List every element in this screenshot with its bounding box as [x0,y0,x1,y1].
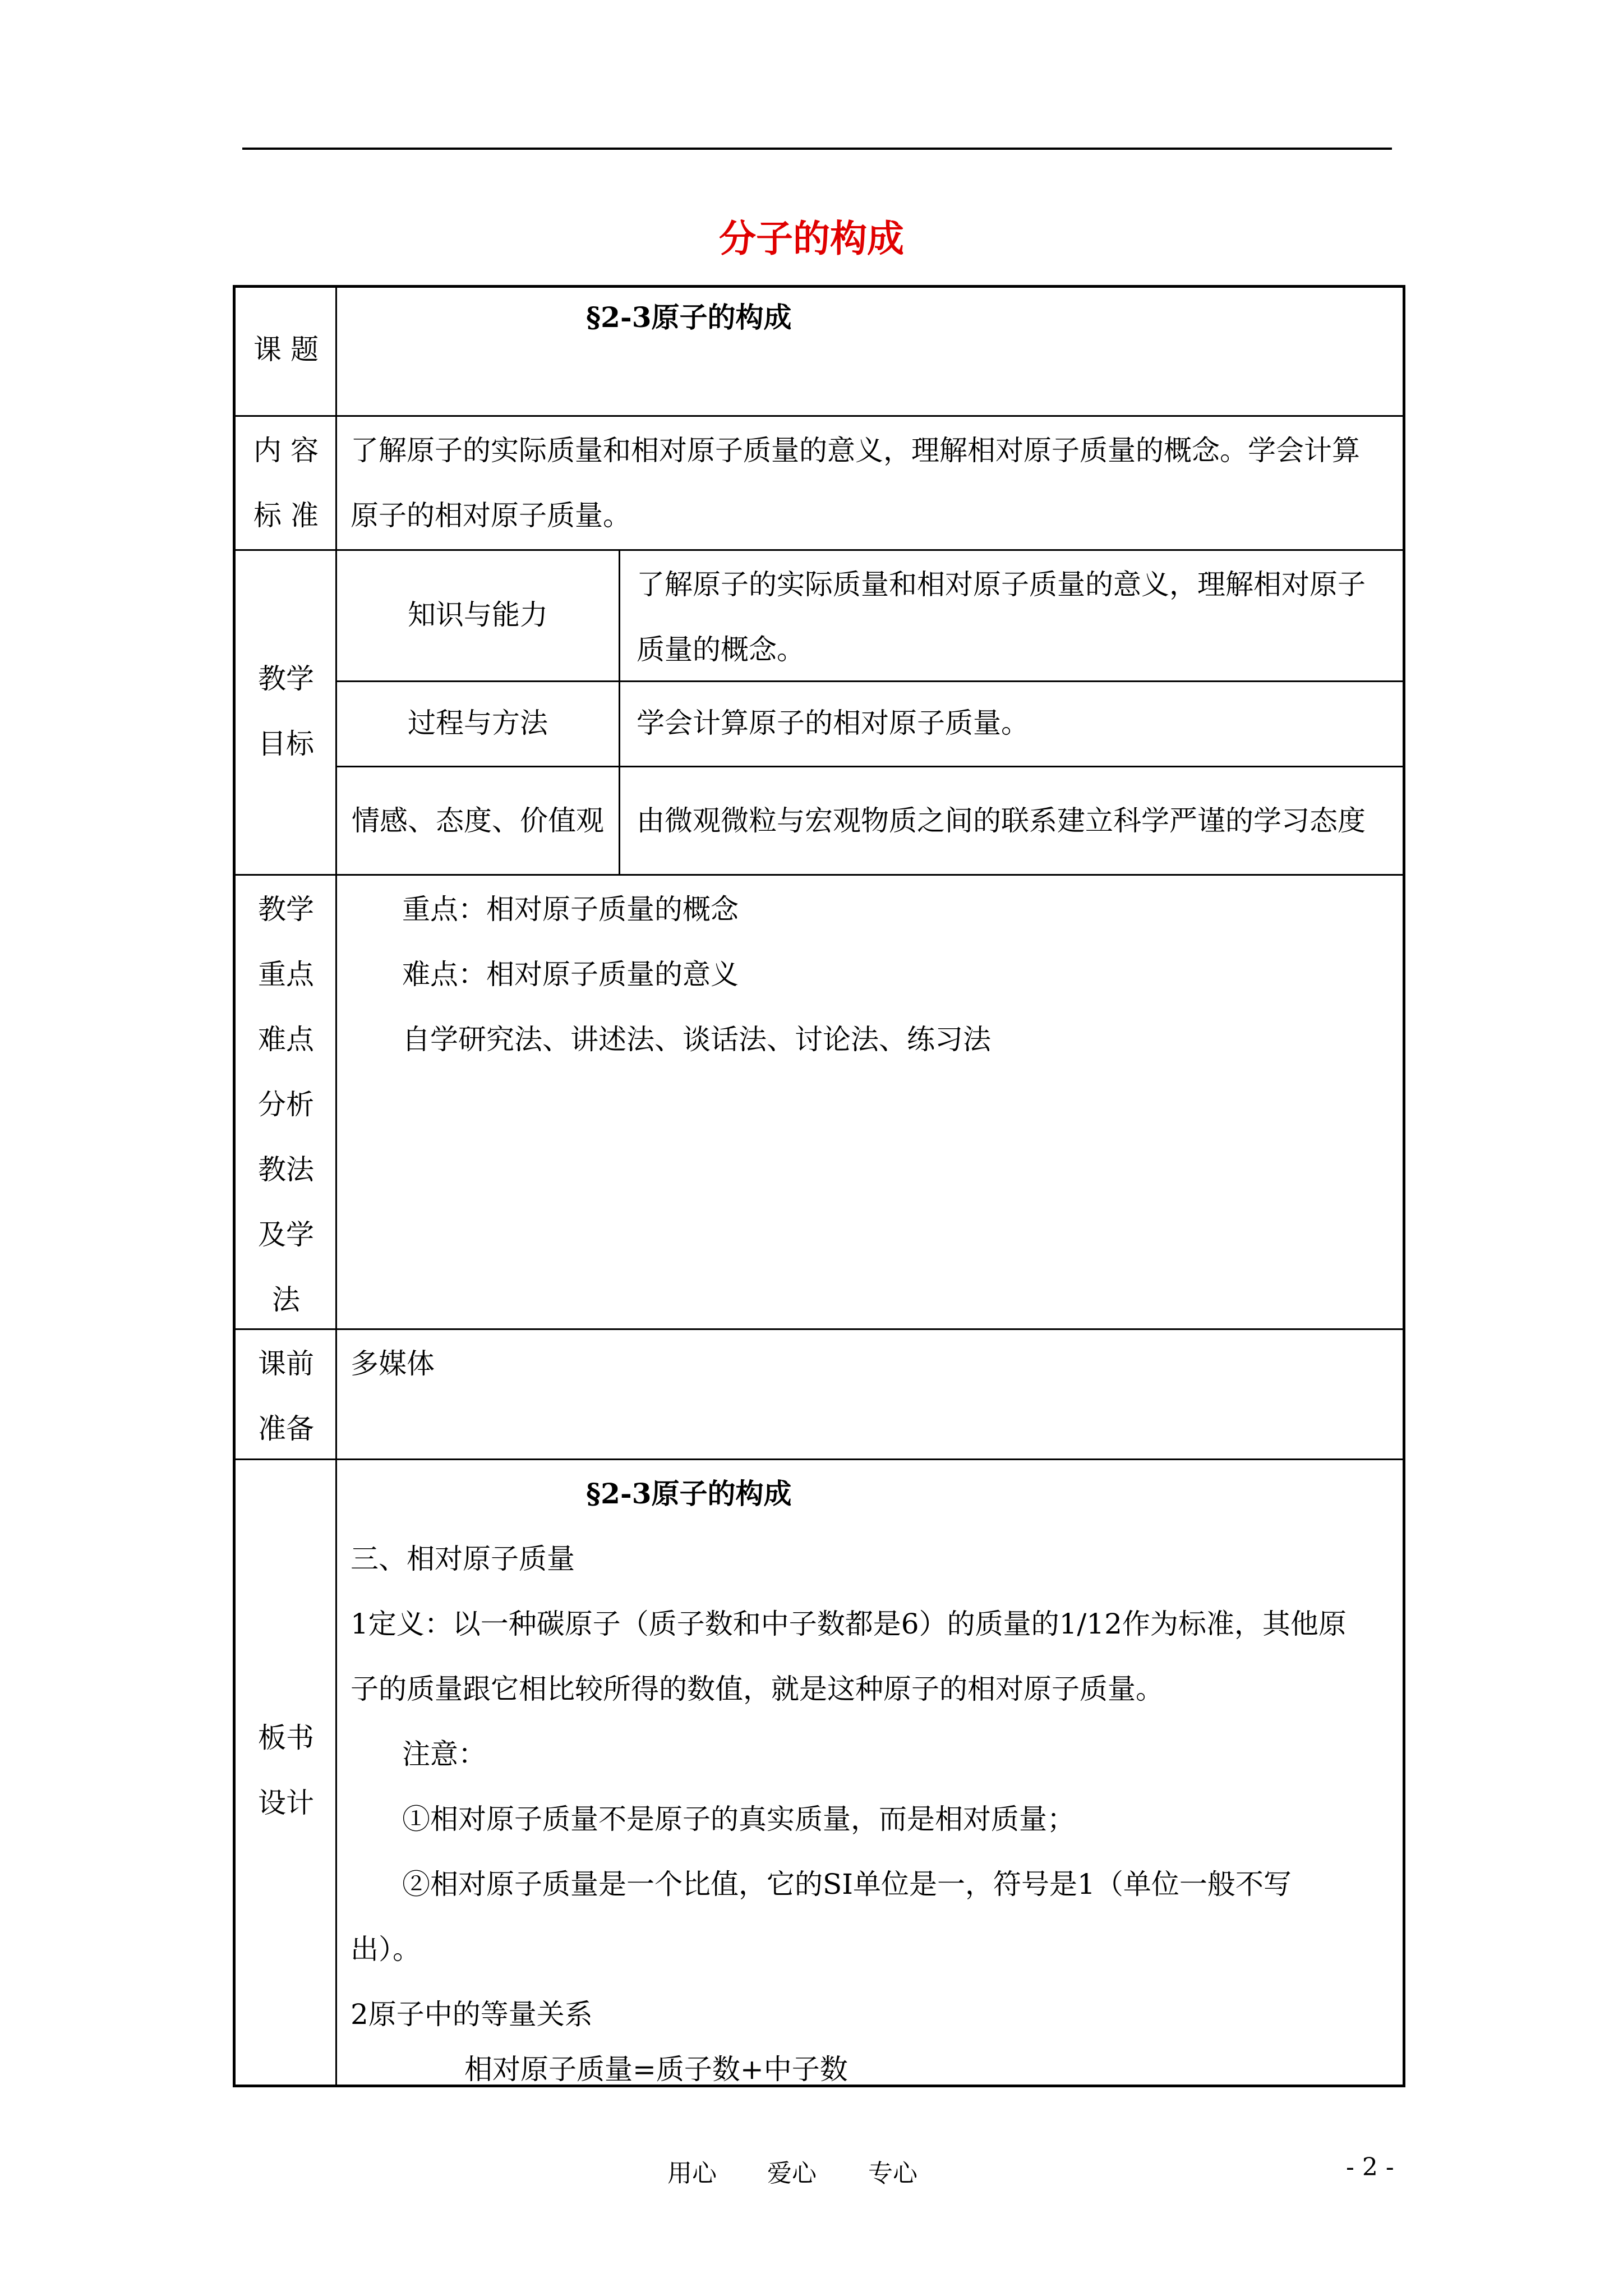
analysis-label-char: 法 [272,1283,300,1316]
board-heading: §2-3原子的构成 [586,1477,792,1510]
note-item-continued: 出）。 [351,1933,421,1966]
board-design-label-line1: 板书 [258,1722,314,1754]
analysis-label-char: 分析 [258,1088,314,1121]
preparation-value: 多媒体 [351,1347,435,1380]
preparation-label-line2: 准备 [258,1412,314,1445]
goal-name: 情感、态度、价值观 [352,804,604,837]
page-number: - 2 - [1346,2153,1394,2182]
goal-name: 知识与能力 [408,599,548,631]
preparation-label-line1: 课前 [258,1347,314,1380]
row-divider [233,874,1405,876]
document-title: 分子的构成 [719,217,904,260]
goals-column-divider [619,549,620,875]
content-standard-label-line1: 内 容 [253,434,319,467]
footer-motto: 爱心 [767,2159,817,2188]
goals-row-divider [335,680,1405,682]
teaching-goals-label-line2: 目标 [258,728,314,760]
goal-desc-line1: 了解原子的实际质量和相对原子质量的意义，理解相对原子 [637,568,1366,601]
content-standard-line2: 原子的相对原子质量。 [351,499,631,532]
goal-desc-line1: 学会计算原子的相对原子质量。 [637,707,1029,739]
analysis-label-char: 教学 [258,893,314,926]
row-divider [233,415,1405,417]
analysis-label-char: 及学 [258,1218,314,1251]
key-point: 重点：相对原子质量的概念 [402,893,739,926]
goal-name: 过程与方法 [408,707,548,739]
topic-value: §2-3原子的构成 [586,301,792,334]
goal-desc-line1: 由微观微粒与宏观物质之间的联系建立科学严谨的学习态度 [637,804,1366,837]
goals-row-divider [335,766,1405,767]
lesson-plan-table [233,285,1405,2087]
table-border-top [233,285,1405,288]
analysis-label-char: 教法 [258,1153,314,1186]
goal-desc-line2: 质量的概念。 [637,633,805,666]
footer-motto: 用心 [667,2159,717,2188]
note-item: ①相对原子质量不是原子的真实质量，而是相对质量； [402,1803,1075,1835]
row-divider [233,1328,1405,1330]
row-divider [233,1458,1405,1460]
analysis-label-char: 难点 [258,1023,314,1056]
board-section-title: 三、相对原子质量 [351,1543,575,1575]
teaching-methods: 自学研究法、讲述法、谈话法、讨论法、练习法 [402,1023,991,1056]
topic-label: 课 题 [253,333,319,366]
content-standard-line1: 了解原子的实际质量和相对原子质量的意义，理解相对原子质量的概念。学会计算 [351,434,1360,467]
header-rule [242,148,1392,150]
relation-title: 2原子中的等量关系 [351,1998,593,2031]
definition-line2: 子的质量跟它相比较所得的数值，就是这种原子的相对原子质量。 [351,1673,1164,1705]
definition-line1: 1定义：以一种碳原子（质子数和中子数都是6）的质量的1/12作为标准，其他原 [351,1608,1347,1640]
difficult-point: 难点：相对原子质量的意义 [402,958,739,991]
content-standard-label-line2: 标 准 [253,499,319,532]
board-design-label-line2: 设计 [258,1787,314,1819]
note-title: 注意： [402,1738,486,1770]
relation-formula: 相对原子质量=质子数+中子数 [464,2053,848,2086]
analysis-label-char: 重点 [258,958,314,991]
row-divider [233,549,1405,551]
note-item: ②相对原子质量是一个比值，它的SI单位是一，符号是1（单位一般不写 [402,1868,1292,1901]
table-border-right [1403,285,1405,2087]
footer-motto: 专心 [868,2159,917,2188]
teaching-goals-label-line1: 教学 [258,662,314,695]
